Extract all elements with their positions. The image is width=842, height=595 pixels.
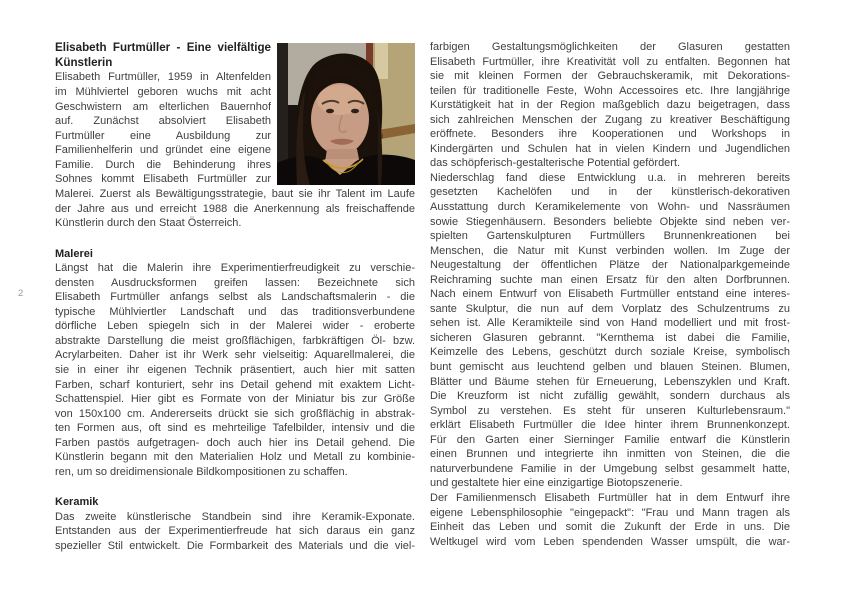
paragraph [430,40,790,171]
left-column [55,40,415,554]
text-line: bunt gemischt aus leuchtend gelben und blauen Steinen. Blumen, [430,361,790,374]
text-line: sehen ist. Alle Keramikteile sind von Hand modelliert und mit frost- [430,317,790,330]
text-line: densten Ausdrucksformen greifen lassen: Bezeichnete sich [55,276,415,289]
text-line: Ausstattung durch Keramikelemente von Wohn- und Nassräumen [430,201,790,214]
text-line: Familienhelferin und gründet eine eigene [55,144,271,157]
text-line: sie in einer ihr eigenen Technik präsentiert, auch hier mit satten [55,364,415,377]
article-header-text [55,40,271,187]
text-line: Farben, scharf konturiert, sehr ins Detail gehend mit exaktem Licht- [55,378,415,391]
text-line: naturverbundene Familie in der Umgebung selbst gesammelt hatte, [430,462,790,475]
text-line: sowie Stiegenhäusern. Besonders beliebte Objekte sind neben ver- [430,215,790,228]
text-line: Das zweite künstlerische Standbein sind ihre Keramik-Exponate. [55,510,415,523]
text-line: Einheit das Leben und somit die Zukunft der Erde in uns. Die [430,521,790,534]
text-line: Elisabeth Furtmüller, 1959 in Altenfelden [55,71,271,84]
text-line: sante Skulptur, die nun auf dem Vorplatz des Schulzentrums zu [430,302,790,315]
text-line: Schattenspiel. Hier gibt es Formate von der Miniatur bis zur Größe [55,393,415,406]
text-line: Symbol zu verstehen. Es steht für unseren Kulturlebensraum." [430,404,790,417]
text-line: Der Familienmensch Elisabeth Furtmüller hat in dem Entwurf ihre [430,491,790,504]
text-line: Sohnes kommt Elisabeth Furtmüller zur [55,173,271,186]
text-line: farbigen Gestaltungsmöglichkeiten der Glasuren gestatten [430,41,790,53]
text-line: Familie. Durch die Behinderung ihres [55,158,271,171]
text-line: erklärt Elisabeth Furtmüller die Idee hinter ihrem Brunnenkonzept. [430,419,790,432]
text-line: teilen für traditionelle Feste, Wohn Accessoires etc. Ihre langjährige [430,84,790,97]
text-line: Künstlerin [55,56,113,70]
text-line: Die Kreuzform ist nicht zufällig gewählt, sondern durchaus als [430,390,790,403]
article-header [55,40,415,187]
text-line: Für den Garten einer Sierninger Familie entwarf die Künstlerin [430,433,790,446]
section-heading: Malerei [55,247,93,260]
text-line: eigene Lebensphilosophie "eingepackt": "Frau und Mann tragen als [430,506,790,519]
text-line: Furtmüller eine Ausbildung zur [55,129,271,142]
text-line: Niederschlag fand diese Entwicklung u.a. in mehreren bereits [430,171,790,184]
text-line: Geschwistern am elterlichen Bauernhof [55,100,271,113]
text-line: Entstanden aus der Experimentierfreude hat sich daraus ein ganz [55,525,415,538]
text-line: und gestaltete hier eine einzigartige Biotopszenerie. [430,477,683,490]
text-line: Blätter und Bäume stehen für Erneuerung, Lebenszyklen und Kraft. [430,375,790,388]
paragraph [430,491,790,549]
text-line: sie mit kleinen Formen der Gebrauchskeramik, mit Dekorations- [430,70,790,83]
text-line: Menschen, die Natur mit Kunst verbinden wollen. Im Zuge der [430,244,790,257]
text-line: Elisabeth Furtmüller, ihre Kreativität voll zu entfalten. Begonnen hat [430,55,790,68]
text-line: im Mühlviertel geboren wuchs mit acht [55,85,271,98]
text-line: sich zahlreichen Menschen der Zugang zu kreativer Beschäftigung [430,113,790,126]
portrait-photo-illustration [277,43,415,185]
paragraph [55,510,415,554]
right-column [430,40,790,554]
right-column-blocks [430,40,790,549]
text-line: Kurstätigkeit hat in der Region maßgeblich dazu beigetragen, dass [430,99,790,112]
text-line: dörfliche Leben spiegeln sich in der Malerei wider - eroberte [55,320,415,333]
text-line: gesetzten Kachelöfen und in der künstlerisch-dekorativen [430,186,790,199]
text-line: Reichraming suchte man einen Ersatz für den alten Dorfbrunnen. [430,273,790,286]
article-intro [55,70,271,186]
text-line: Weltkugel wird vom Leben spendenden Wasser umspült, die war- [430,535,790,548]
text-line: Elisabeth Furtmüller - Eine vielfältige [55,41,271,54]
text-line: Keimzelle des Lebens, geschützt durch soziale Kreise, symbolisch [430,346,790,359]
text-line: Künstlerin begann mit den Materialien Holz und Metall zu kombinie- [55,451,415,464]
text-line: der Jahre aus und erreicht 1988 die Anerkennung als freischaffende [55,202,415,215]
text-line: eröffnete. Besonders ihre Kooperationen und Workshops in [430,128,790,141]
text-line: Elisabeth Furtmüller anfangs selbst als Landschaftsmalerin - die [55,291,415,304]
section-heading: Keramik [55,496,99,509]
text-line: sicheren Glasuren gebrannt. "Kernthema ist dabei die Familie, [430,331,790,344]
paragraph [55,261,415,479]
text-line: auf. Zunächst absolviert Elisabeth [55,115,271,128]
text-line: Nach einem Entwurf von Elisabeth Furtmüller entstand eine interes- [430,288,790,301]
text-line: Neugestaltung der öffentlichen Plätze der Nationalparkgemeinde [430,259,790,272]
text-line: spezieller Stil entwickelt. Die Formbarkeit des Materials und die viel- [55,540,415,553]
text-line: typische Mühlviertler Landschaft und das traditionsverbundene [55,305,415,318]
paragraph [430,171,790,491]
page-number: 2 [18,288,24,299]
text-line: Künstlerin durch den Staat Österreich. [55,217,242,230]
text-line: Längst hat die Malerin ihre Experimentierfreudigkeit zu verschie- [55,262,415,275]
text-line: ten Formen aus, oft sind es mehrteilige Tafelbilder, intensiv und die [55,422,415,435]
text-line: von 150x100 cm. Andererseits drückt sie sich großflächig in abstrak- [55,407,415,420]
text-line: abstrakte Darstellung die meist großflächigen, farbkräftigen Öl- bzw. [55,334,415,347]
left-column-blocks [55,187,415,554]
text-line: das schöpferisch-gestalterische Potential gefördert. [430,157,681,170]
text-line: spielten Gartenskulpturen Furtmüllers Brunnenkreationen bei [430,230,790,243]
article-title [55,40,271,70]
text-line: Kindergärten und Schulen hat in vielen Kindern und Jugendlichen [430,142,790,155]
text-line: ren, um so dreidimensionale Bildkompositionen zu schaffen. [55,465,348,478]
text-line: Malerei. Zuerst als Bewältigungsstrategie, baut sie ihr Talent im Laufe [55,188,415,200]
portrait-photo [277,43,415,185]
text-line: einen Brunnen und integrierte ihn inmitten von Steinen, die die [430,448,790,461]
paragraph [55,187,415,231]
text-line: Acrylarbeiten. Daher ist ihr Werk sehr vielseitig: Aquarellmalerei, die [55,349,415,362]
text-line: Farben pastös aufgetragen- doch auch hier ins Detail gehend. Die [55,436,415,449]
